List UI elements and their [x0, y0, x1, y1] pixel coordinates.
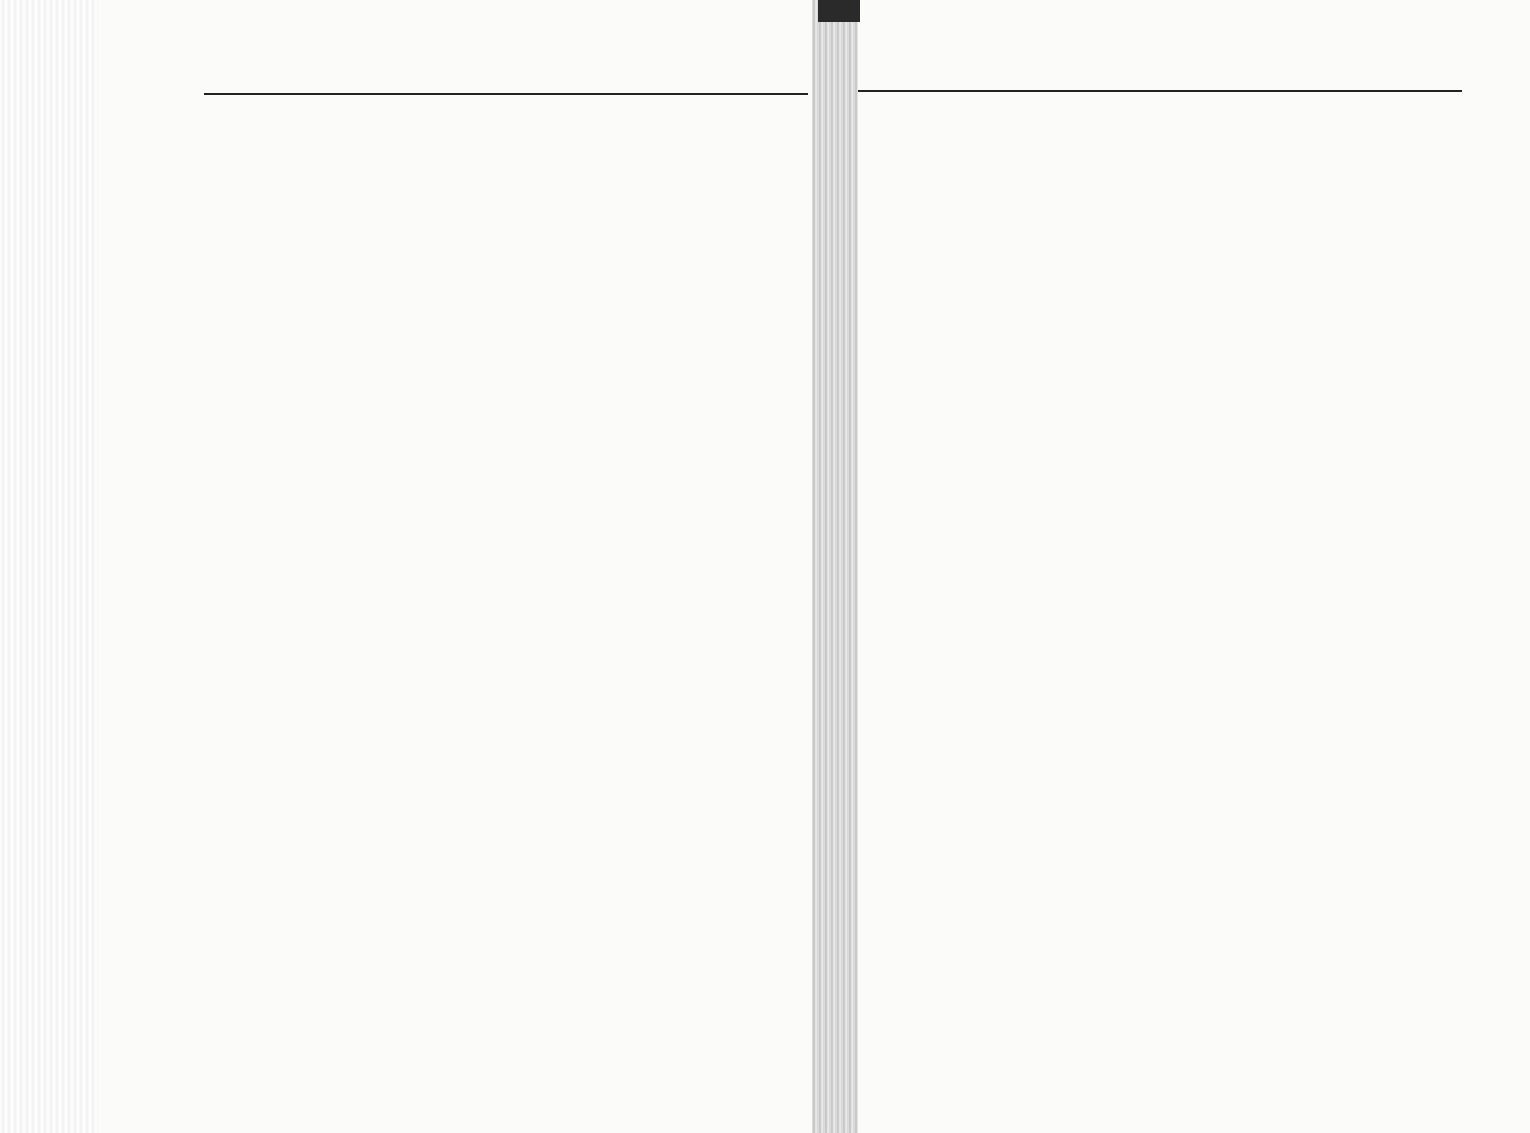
header-rule	[204, 93, 808, 95]
gutter-shadow	[818, 0, 860, 22]
left-page	[98, 0, 826, 1133]
page-edge	[0, 0, 98, 1133]
right-page	[838, 0, 1530, 1133]
header-rule	[858, 90, 1462, 92]
book-gutter	[812, 0, 858, 1133]
